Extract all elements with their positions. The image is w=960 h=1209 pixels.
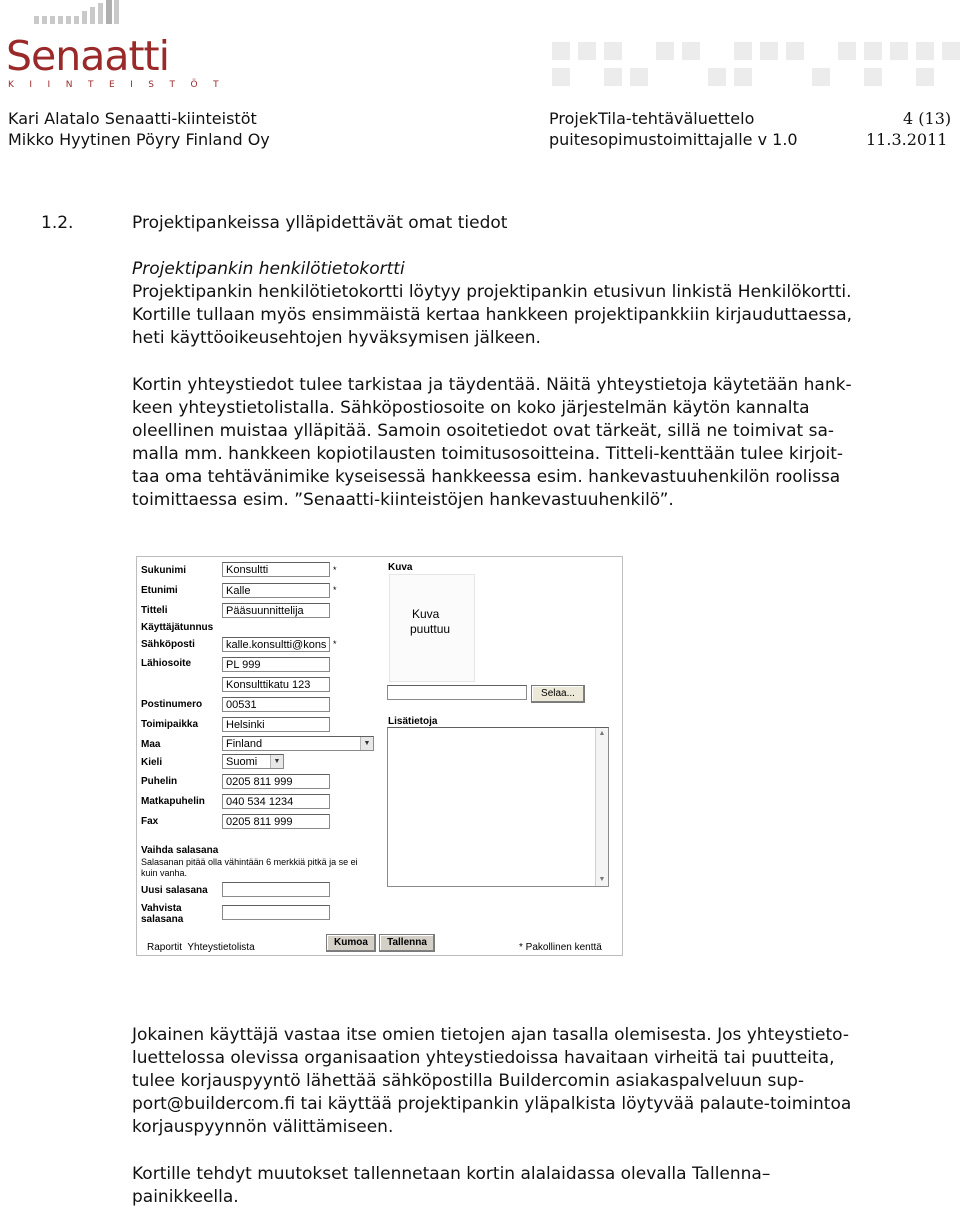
header-date: 11.3.2011 xyxy=(866,130,948,149)
kieli-select[interactable] xyxy=(222,754,284,769)
label-kayttajatunnus: Käyttäjätunnus xyxy=(141,622,214,633)
puhelin-field[interactable]: 0205 811 999 xyxy=(222,774,330,789)
matkapuhelin-field[interactable]: 040 534 1234 xyxy=(222,794,330,809)
scroll-down-icon[interactable]: ▼ xyxy=(598,876,606,883)
paragraph-line: korjauspyynnön välittämiseen. xyxy=(132,1117,394,1137)
label-kieli: Kieli xyxy=(141,757,163,768)
label-lahiosoite: Lähiosoite xyxy=(141,658,192,669)
textarea-scrollbar[interactable] xyxy=(595,728,608,886)
label-matkapuhelin: Matkapuhelin xyxy=(141,796,205,807)
paragraph-line: toimittaessa esim. ”Senaatti-kiinteistöjen hankevastuuhenkilö”. xyxy=(132,490,674,510)
sahkoposti-field[interactable]: kalle.konsultti@kons xyxy=(222,637,330,652)
required-note: * Pakollinen kenttä xyxy=(519,942,602,953)
header-page-number: 4 (13) xyxy=(903,109,952,128)
label-sahkoposti: Sähköposti xyxy=(141,639,195,650)
titteli-field[interactable]: Pääsuunnittelija xyxy=(222,603,330,618)
label-etunimi: Etunimi xyxy=(141,585,178,596)
paragraph-3 xyxy=(132,1024,851,1139)
paragraph-line: oleellinen muistaa ylläpitää. Samoin osoitetiedot ovat tärkeät, sillä ne toimivat sa- xyxy=(132,421,834,441)
paragraph-line: malla mm. hankkeen kopiotilausten toimitusosoitteina. Titteli-kenttään tulee kirjoit- xyxy=(132,444,844,464)
lahiosoite-field-1[interactable]: PL 999 xyxy=(222,657,330,672)
paragraph-line: heti käyttöoikeusehtojen hyväksymisen jälkeen. xyxy=(132,328,541,348)
label-vahvista-1: Vahvista xyxy=(141,903,182,914)
paragraph-line: Projektipankin henkilötietokortti löytyy projektipankin etusivun linkistä Henkilökortti. xyxy=(132,282,852,302)
label-puhelin: Puhelin xyxy=(141,776,178,787)
paragraph-line: port@buildercom.fi tai käyttää projektipankin yläpalkista löytyvää palaute-toimintoa xyxy=(132,1094,852,1114)
postinumero-field[interactable]: 00531 xyxy=(222,697,330,712)
paragraph-line: luettelossa olevissa organisaation yhteystiedoissa havaitaan virheitä tai puutteita, xyxy=(132,1048,835,1068)
logo-subtitle: KIINTEISTÖT xyxy=(8,80,235,90)
paragraph-2 xyxy=(132,374,852,512)
required-mark: * xyxy=(333,639,337,649)
toimipaikka-field[interactable]: Helsinki xyxy=(222,717,330,732)
paragraph-line: painikkeella. xyxy=(132,1187,239,1207)
vahvista-salasana-field[interactable] xyxy=(222,905,330,920)
chevron-down-icon[interactable]: ▼ xyxy=(360,737,373,750)
report-link[interactable]: Raportit Yhteystietolista xyxy=(147,942,255,953)
label-vaihda-salasana: Vaihda salasana xyxy=(141,845,219,856)
required-mark: * xyxy=(333,585,337,595)
decorative-pattern xyxy=(552,42,960,92)
password-hint-line-1: Salasanan pitää olla vähintään 6 merkkiä pitkä ja se ei xyxy=(141,857,358,867)
photo-file-field[interactable] xyxy=(387,685,527,700)
label-maa: Maa xyxy=(141,739,161,750)
label-toimipaikka: Toimipaikka xyxy=(141,719,199,730)
paragraph-line: keen yhteystietolistalla. Sähköpostiosoite on koko järjestelmän käytön kannalta xyxy=(132,398,810,418)
logo-wordmark: Senaatti xyxy=(6,32,170,80)
section-number: 1.2. xyxy=(41,213,74,233)
paragraph-4 xyxy=(132,1163,770,1209)
header-document-subtitle: puitesopimustoimittajalle v 1.0 xyxy=(549,130,798,149)
paragraph-line: Kortille tehdyt muutokset tallennetaan kortin alalaidassa olevalla Tallenna– xyxy=(132,1164,771,1184)
paragraph-1 xyxy=(132,281,852,350)
chevron-down-icon[interactable]: ▼ xyxy=(270,755,283,768)
logo-mark xyxy=(34,2,129,30)
etunimi-field[interactable]: Kalle xyxy=(222,583,330,598)
fax-field[interactable]: 0205 811 999 xyxy=(222,814,330,829)
header-author-line-2: Mikko Hyytinen Pöyry Finland Oy xyxy=(8,130,270,149)
paragraph-line: tulee korjauspyyntö lähettää sähköpostilla Buildercomin asiakaspalveluun sup- xyxy=(132,1071,805,1091)
sukunimi-field[interactable]: Konsultti xyxy=(222,562,330,577)
header-author-line-1: Kari Alatalo Senaatti-kiinteistöt xyxy=(8,109,257,128)
paragraph-line: taa oma tehtävänimike kyseisessä hankkeessa esim. hankevastuuhenkilön roolissa xyxy=(132,467,841,487)
label-sukunimi: Sukunimi xyxy=(141,565,187,576)
required-mark: * xyxy=(333,565,337,575)
maa-selected-value: Finland xyxy=(226,738,263,750)
label-titteli: Titteli xyxy=(141,605,168,616)
uusi-salasana-field[interactable] xyxy=(222,882,330,897)
label-uusi-salasana: Uusi salasana xyxy=(141,885,208,896)
label-fax: Fax xyxy=(141,816,159,827)
maa-select[interactable] xyxy=(222,736,374,751)
photo-placeholder-text-1: Kuva xyxy=(412,607,440,621)
label-lisatietoja: Lisätietoja xyxy=(388,716,438,727)
person-card-form-screenshot xyxy=(136,556,623,956)
scroll-up-icon[interactable]: ▲ xyxy=(598,730,606,737)
header-document-title: ProjekTila-tehtäväluettelo xyxy=(549,109,755,128)
kumoa-button[interactable]: Kumoa xyxy=(326,934,376,952)
password-hint-line-2: kuin vanha. xyxy=(141,868,188,878)
lahiosoite-field-2[interactable]: Konsulttikatu 123 xyxy=(222,677,330,692)
kieli-selected-value: Suomi xyxy=(226,756,258,768)
lisatietoja-textarea[interactable] xyxy=(387,727,609,887)
browse-button[interactable]: Selaa... xyxy=(531,685,585,703)
subheading: Projektipankin henkilötietokortti xyxy=(132,259,405,279)
photo-placeholder-text-2: puuttuu xyxy=(410,622,451,636)
paragraph-line: Jokainen käyttäjä vastaa itse omien tietojen ajan tasalla olemisesta. Jos yhteystieto- xyxy=(132,1025,849,1045)
paragraph-line: Kortille tullaan myös ensimmäistä kertaa hankkeen projektipankkiin kirjauduttaessa, xyxy=(132,305,853,325)
label-kuva: Kuva xyxy=(388,562,413,573)
photo-placeholder xyxy=(389,574,475,682)
label-vahvista-2: salasana xyxy=(141,914,184,925)
paragraph-line: Kortin yhteystiedot tulee tarkistaa ja täydentää. Näitä yhteystietoja käytetään hank- xyxy=(132,375,852,395)
section-title: Projektipankeissa ylläpidettävät omat tiedot xyxy=(132,213,508,233)
tallenna-button[interactable]: Tallenna xyxy=(379,934,435,952)
label-postinumero: Postinumero xyxy=(141,699,203,710)
